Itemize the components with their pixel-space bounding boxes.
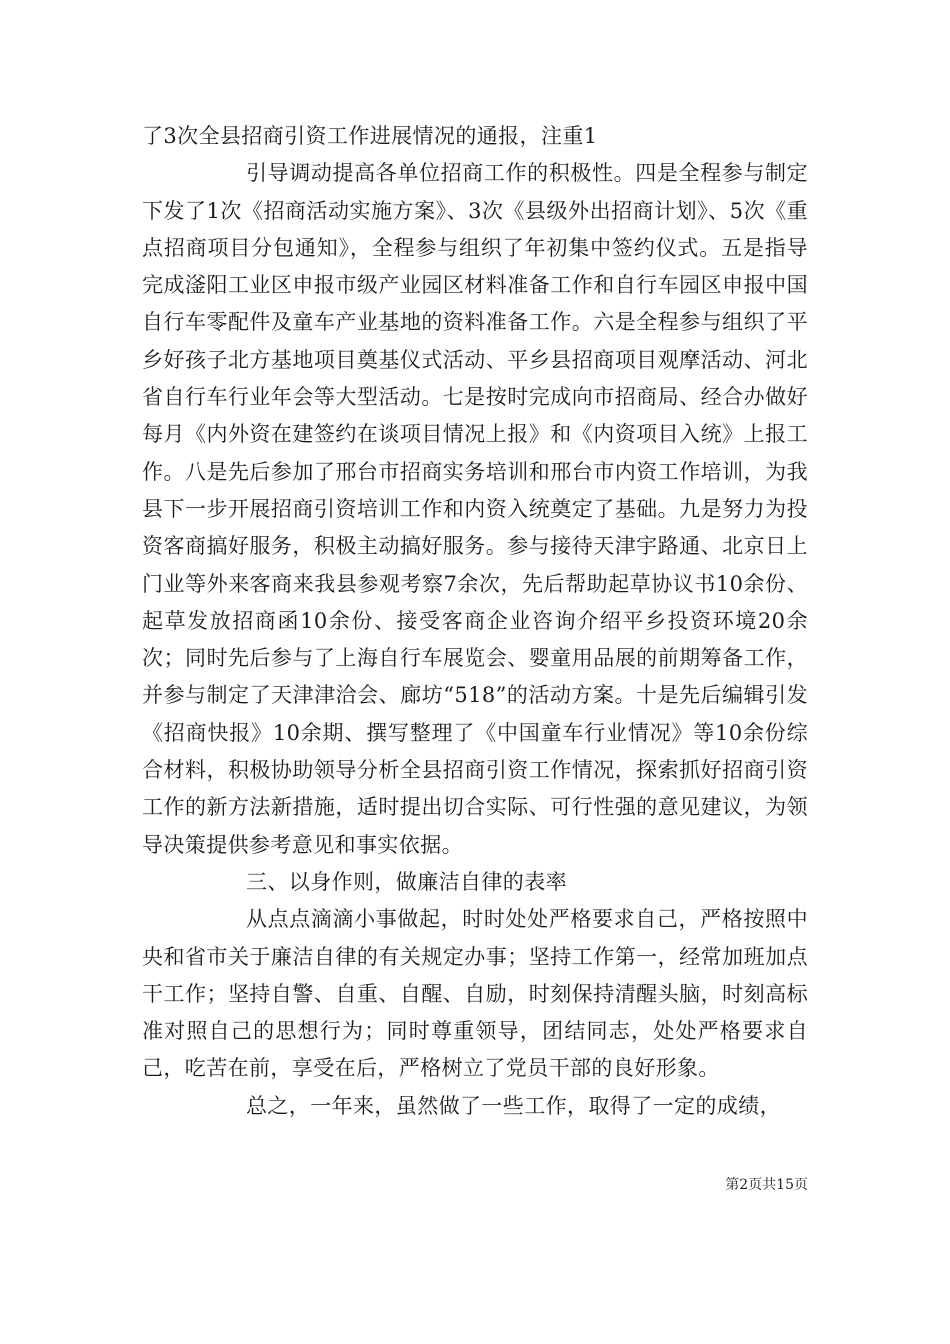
document-body xyxy=(142,118,808,1125)
paragraph-1: 了3次全县招商引资工作进展情况的通报，注重1 xyxy=(142,124,598,148)
paragraph-2: 引导调动提高各单位招商工作的积极性。四是全程参与制定下发了1次《招商活动实施方案》、3次《县级外出招商计划》、5次《重点招商项目分包通知》，全程参与组织了年初集中签约仪式。五是指导完成滏阳工业区申报市级产业园区材料准备工作和自行车园区申报中国自行车零配件及童车产业基地的资料准备工作。六是全程参与组织了平乡好孩子北方基地项目奠基仪式活动、平乡县招商项目观摩活动、河北省自行车行业年会等大型活动。七是按时完成向市招商局、经合办做好每月《内外资在建签约在谈项目情况上报》和《内资项目入统》上报工作。八是先后参加了邢台市招商实务培训和邢台市内资工作培训，为我县下一步开展招商引资培训工作和内资入统奠定了基础。九是努力为投资客商搞好服务，积极主动搞好服务。参与接待天津宇路通、北京日上门业等外来客商来我县参观考察7余次，先后帮助起草协议书10余份、起草发放招商函10余份、接受客商企业咨询介绍平乡投资环境20余次；同时先后参与了上海自行车展览会、婴童用品展的前期筹备工作，并参与制定了天津津洽会、廊坊“518”的活动方案。十是先后编辑引发《招商快报》10余期、撰写整理了《中国童车行业情况》等10余份综合材料，积极协助领导分析全县招商引资工作情况，探索抓好招商引资工作的新方法新措施，适时提出切合实际、可行性强的意见建议，为领导决策提供参考意见和事实依据。 xyxy=(142,161,808,857)
section-heading-3: 三、以身作则，做廉洁自律的表率 xyxy=(246,869,567,894)
paragraph-4: 从点点滴滴小事做起，时时处处严格要求自己，严格按照中央和省市关于廉洁自律的有关规定办事；坚持工作第一，经常加班加点干工作；坚持自警、自重、自醒、自励，时刻保持清醒头脑，时刻高标准对照自己的思想行为；同时尊重领导，团结同志，处处严格要求自己，吃苦在前，享受在后，严格树立了党员干部的良好形象。 xyxy=(142,907,808,1081)
page-number-footer: 第2页共15页 xyxy=(725,1177,808,1193)
paragraph-5: 总之，一年来，虽然做了一些工作，取得了一定的成绩， xyxy=(246,1093,781,1118)
